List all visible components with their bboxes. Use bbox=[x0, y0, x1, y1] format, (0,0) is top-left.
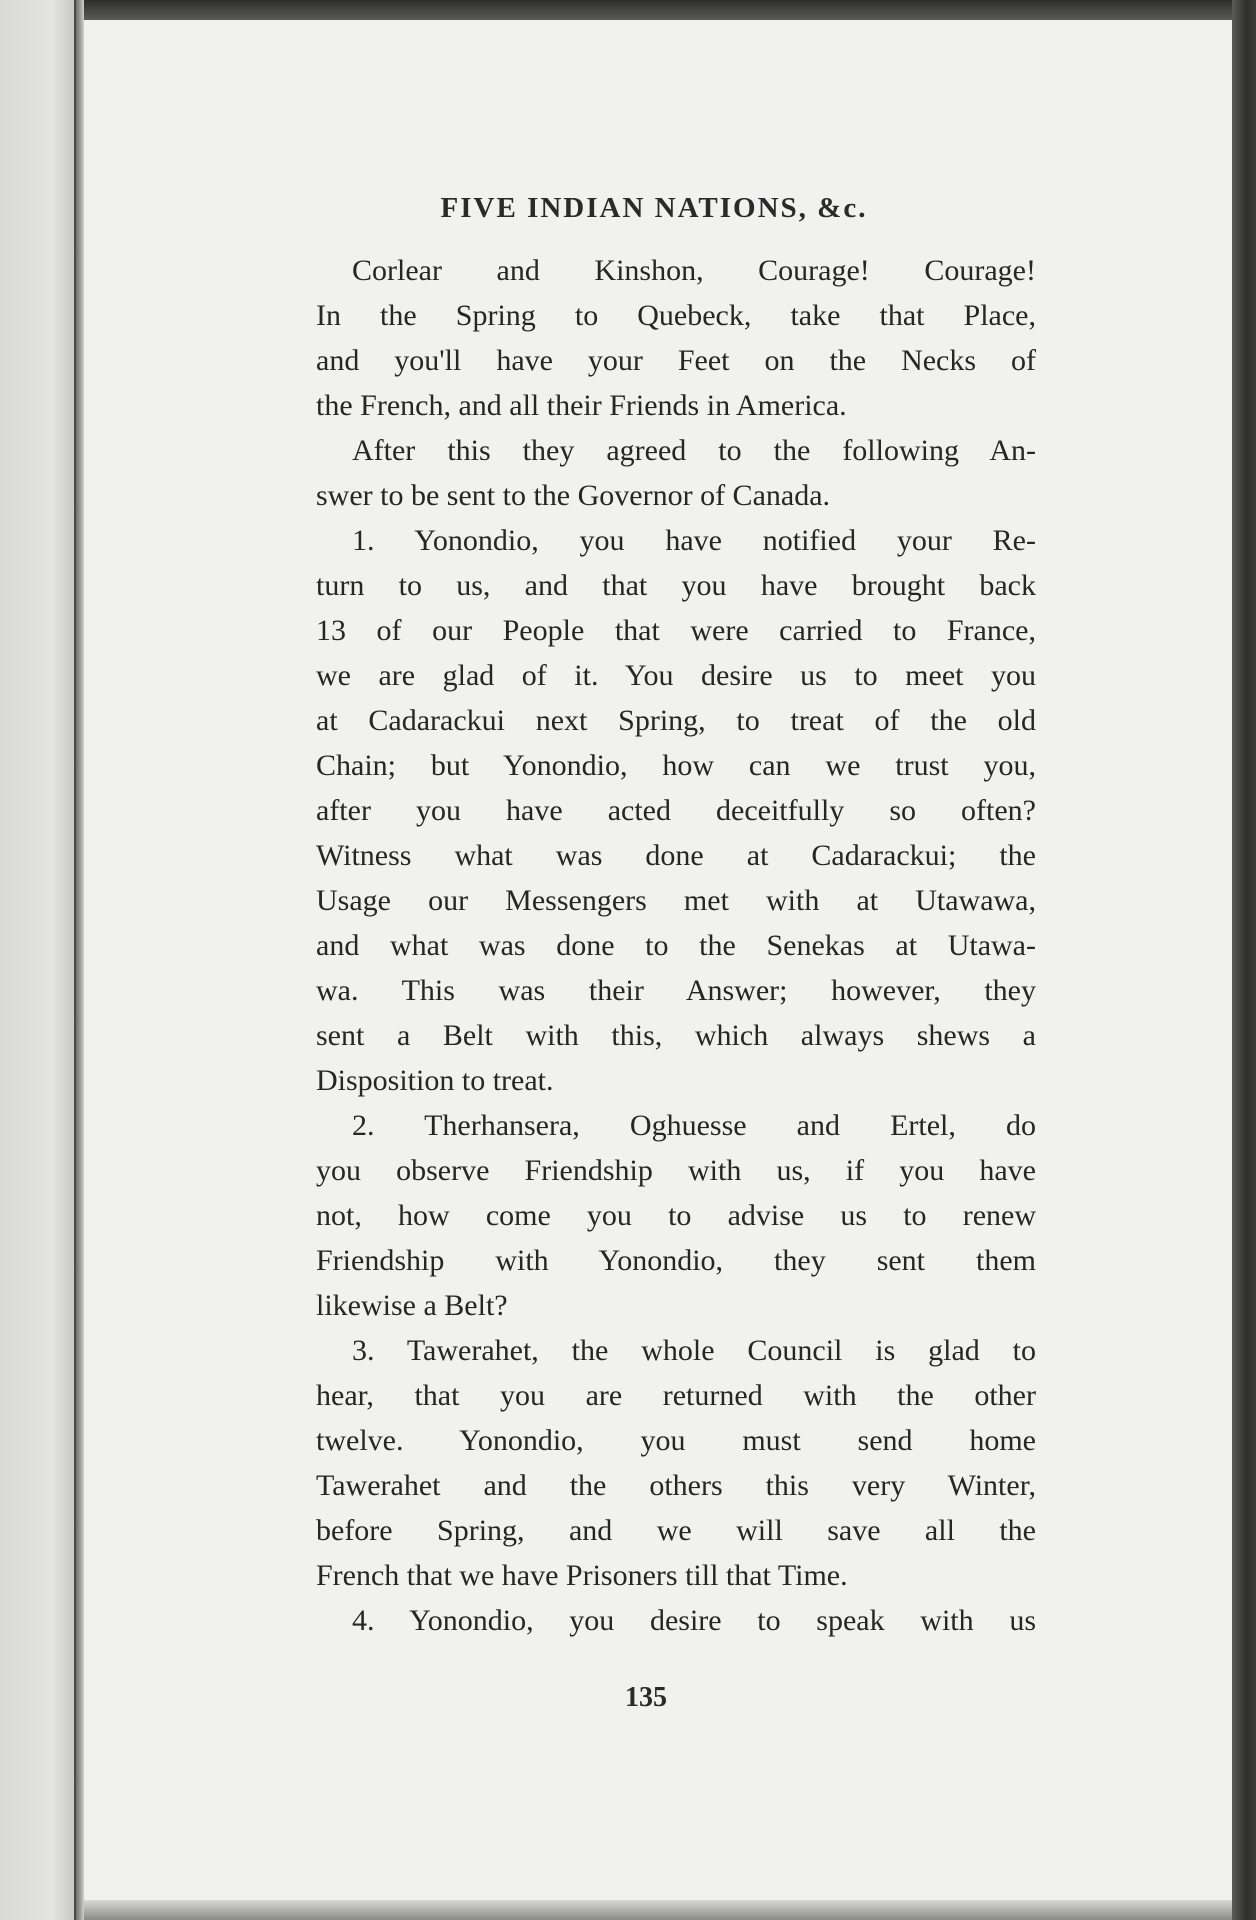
paragraph bbox=[316, 1103, 1036, 1328]
text-line: After this they agreed to the following An- bbox=[352, 434, 1036, 467]
text-line: swer to be sent to the Governor of Canada. bbox=[316, 479, 831, 512]
text-line: Friendship with Yonondio, they sent them bbox=[316, 1244, 1036, 1277]
text-line: 4. Yonondio, you desire to speak with us bbox=[352, 1604, 1036, 1637]
text-line: Disposition to treat. bbox=[316, 1064, 554, 1097]
paragraph bbox=[316, 1598, 1036, 1643]
text-line: wa. This was their Answer; however, they bbox=[316, 974, 1036, 1007]
text-line: In the Spring to Quebeck, take that Place, bbox=[316, 299, 1036, 332]
text-line: hear, that you are returned with the other bbox=[316, 1379, 1036, 1412]
running-head: FIVE INDIAN NATIONS, &c. bbox=[440, 192, 868, 224]
text-line: twelve. Yonondio, you must send home bbox=[316, 1424, 1036, 1457]
right-page-edge bbox=[1232, 0, 1256, 1920]
paragraph bbox=[316, 248, 1036, 428]
text-line: you observe Friendship with us, if you have bbox=[316, 1154, 1036, 1187]
text-line: Witness what was done at Cadarackui; the bbox=[316, 839, 1036, 872]
text-line: the French, and all their Friends in America. bbox=[316, 389, 847, 422]
text-line: and what was done to the Senekas at Utawa- bbox=[316, 929, 1036, 962]
bottom-shadow bbox=[84, 1900, 1232, 1920]
text-line: we are glad of it. You desire us to meet you bbox=[316, 659, 1036, 692]
text-line: Usage our Messengers met with at Utawawa, bbox=[316, 884, 1036, 917]
text-line: at Cadarackui next Spring, to treat of the old bbox=[316, 704, 1036, 737]
book-gutter bbox=[76, 0, 84, 1920]
text-line: French that we have Prisoners till that Time. bbox=[316, 1559, 848, 1592]
text-line: Tawerahet and the others this very Winter, bbox=[316, 1469, 1036, 1502]
text-line: 13 of our People that were carried to France, bbox=[316, 614, 1036, 647]
text-line: after you have acted deceitfully so often? bbox=[316, 794, 1036, 827]
page-number: 135 bbox=[625, 1682, 667, 1713]
text-line: 3. Tawerahet, the whole Council is glad to bbox=[352, 1334, 1036, 1367]
text-line: Corlear and Kinshon, Courage! Courage! bbox=[352, 254, 1036, 287]
text-line: 1. Yonondio, you have notified your Re- bbox=[352, 524, 1036, 557]
book-page bbox=[84, 16, 1232, 1920]
paragraph bbox=[316, 428, 1036, 518]
text-line: likewise a Belt? bbox=[316, 1289, 508, 1322]
top-shadow bbox=[84, 0, 1256, 20]
text-line: turn to us, and that you have brought back bbox=[316, 569, 1036, 602]
text-line: 2. Therhansera, Oghuesse and Ertel, do bbox=[352, 1109, 1036, 1142]
paragraph bbox=[316, 1328, 1036, 1598]
text-line: before Spring, and we will save all the bbox=[316, 1514, 1036, 1547]
adjacent-page-edge bbox=[0, 0, 74, 1920]
text-line: not, how come you to advise us to renew bbox=[316, 1199, 1036, 1232]
text-line: sent a Belt with this, which always shews a bbox=[316, 1019, 1036, 1052]
paragraph bbox=[316, 518, 1036, 1103]
text-line: Chain; but Yonondio, how can we trust you, bbox=[316, 749, 1036, 782]
text-line: and you'll have your Feet on the Necks of bbox=[316, 344, 1036, 377]
body-text bbox=[316, 248, 1036, 1643]
